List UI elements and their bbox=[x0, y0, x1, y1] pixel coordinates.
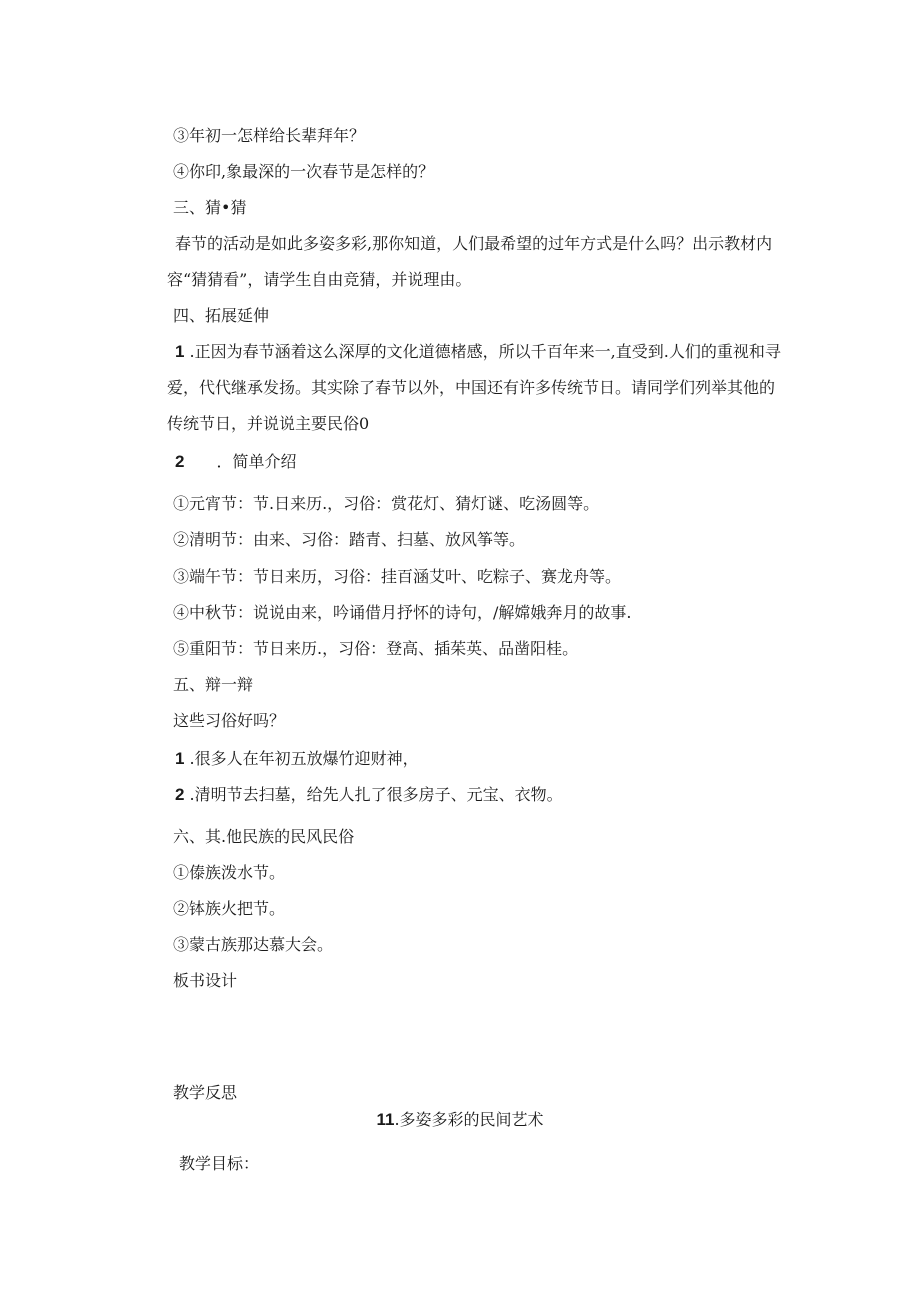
lesson-title-text: .多姿多彩的民间艺术 bbox=[394, 1110, 544, 1129]
section-5-item-2 bbox=[175, 783, 563, 807]
section-5-question: 这些习俗好吗？ bbox=[173, 711, 286, 730]
lesson-number: 11 bbox=[376, 1110, 395, 1129]
item-number: 1 bbox=[175, 749, 185, 768]
question-3: ③年初一怎样给长辈拜年？ bbox=[173, 126, 366, 145]
section-3-heading: 三、猜•猜 bbox=[173, 198, 247, 217]
section-4-item-2 bbox=[175, 450, 296, 474]
festival-qingming: ②清明节：由来、习俗：踏青、扫墓、放风筝等。 bbox=[173, 530, 526, 549]
festival-duanwu: ③端午节：节日来历，习俗：挂百涵艾叶、吃粽子、赛龙舟等。 bbox=[173, 567, 622, 586]
item-text: ．简单介绍 bbox=[216, 452, 297, 471]
festival-zhongqiu: ④中秋节：说说由来，吟诵借月抒怀的诗句，/解嫦娥奔月的故事. bbox=[173, 603, 632, 622]
ethnic-festival-yi: ②钵族火把节。 bbox=[173, 899, 286, 918]
board-design-label: 板书设计 bbox=[173, 971, 238, 990]
item-number: 2 bbox=[175, 452, 185, 471]
lesson-title bbox=[0, 1108, 920, 1132]
item-text: .很多人在年初五放爆竹迎财神， bbox=[184, 749, 419, 768]
section-3-paragraph: 春节的活动是如此多姿多彩,那你知道，人们最希望的过年方式是什么吗？出示教材内容“猜猜看”，请学生自由竞猜，并说理由。 bbox=[167, 234, 773, 289]
item-number: 2 bbox=[175, 785, 185, 804]
question-4: ④你印,象最深的一次春节是怎样的？ bbox=[173, 162, 435, 181]
festival-chongyang: ⑤重阳节：节日来历.，习俗：登高、插茱英、品凿阳桂。 bbox=[173, 639, 579, 658]
section-5-item-1 bbox=[175, 747, 419, 771]
festival-yuanxiao: ①元宵节：节.日来历.，习俗：赏花灯、猜灯谜、吃汤圆等。 bbox=[173, 494, 600, 513]
section-6-heading: 六、其.他民族的民风民俗 bbox=[173, 827, 355, 846]
ethnic-festival-dai: ①傣族泼水节。 bbox=[173, 863, 286, 882]
teaching-objectives-label: 教学目标： bbox=[179, 1154, 260, 1173]
section-4-heading: 四、拓展延伸 bbox=[173, 306, 270, 325]
ethnic-festival-mongol: ③蒙古族那达慕大会。 bbox=[173, 935, 334, 954]
item-text: .正因为春节涵着这么深厚的文化道德楮感，所以千百年来一,直受到.人们的重视和寻爱，代代继承发扬。其实除了春节以外，中国还有许多传统节日。请同学们列举其他的传统节日，并说说主要民俗0 bbox=[167, 342, 781, 433]
section-4-item-1 bbox=[167, 334, 785, 442]
section-5-heading: 五、辩一辩 bbox=[173, 675, 254, 694]
teaching-reflection-label: 教学反思 bbox=[173, 1083, 238, 1102]
item-number: 1 bbox=[175, 342, 185, 361]
item-text: .清明节去扫墓，给先人扎了很多房子、元宝、衣物。 bbox=[184, 785, 563, 804]
